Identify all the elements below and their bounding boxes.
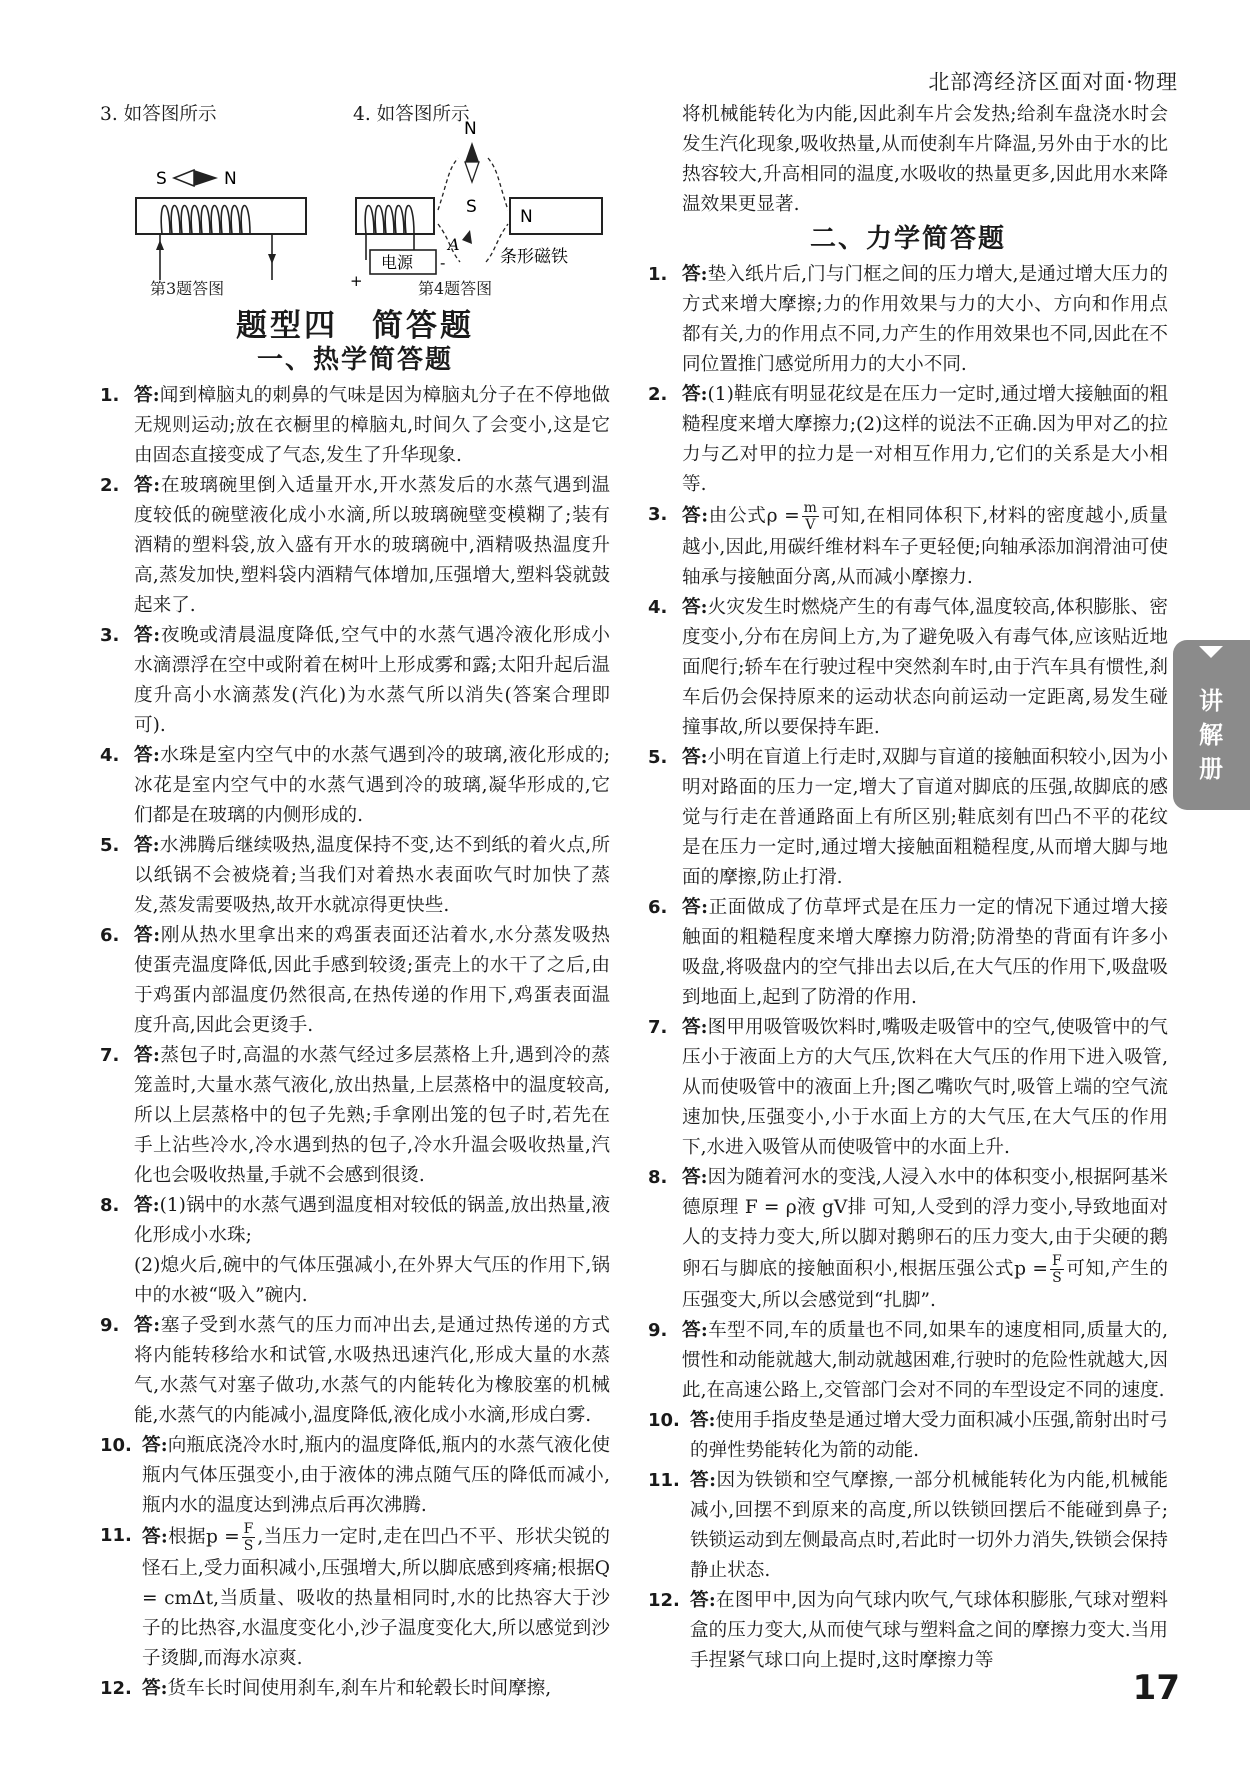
thermal-item: 12. 答:货车长时间使用刹车,刹车片和轮毂长时间摩擦, [100,1678,552,1699]
left-column [100,100,610,1704]
mechanics-item: 3. 答:由公式ρ = $\frac{m}{V}$ 可知,在相同体积下,材料的密度越小,质量越小,因此,用碳纤维材料车子更轻便;向轴承添加润滑油可使轴承与接触面分离,从而减小摩擦力. [648,500,1168,588]
answer-figures [100,100,610,305]
svg-text:-: - [440,254,446,272]
fig4-point-a: A [448,235,460,254]
mechanics-item: 12. 答:在图甲中,因为向气球内吹气,气球体积膨胀,气球对塑料盒的压力变大,从而使气球与塑料盒之间的摩擦力变大.当用手捏紧气球口向上提时,这时摩擦力等 [648,1590,1168,1671]
section-title: 题型四 简答题 [236,308,474,344]
mechanics-item: 4. 答:火灾发生时燃烧产生的有毒气体,温度较高,体积膨胀、密度变小,分布在房间上方,为了避免吸入有毒气体,应该贴近地面爬行;轿车在行驶过程中突然刹车时,由于汽车具有惯性,刹车后仍会保持原来的运动状态向前运动一定距离,易发生碰撞事故,所以要保持车距. [648,597,1168,738]
fig3-n-label: N [224,169,237,189]
page-header: 北部湾经济区面对面·物理 [928,70,1178,94]
continuation-text: 将机械能转化为内能,因此刹车片会发热;给刹车盘浇水时会发生汽化现象,吸收热量,从而使刹车片降温,另外由于水的比热容较大,升高相同的温度,水吸收的热量更多,因此用水来降温效果更显著. [682,104,1168,215]
compass-needle-n [194,170,218,186]
thermal-subtitle: 一、热学简答题 [256,345,453,375]
compass-needle-s [174,170,194,186]
svg-text:+: + [350,272,363,290]
page-number: 17 [1132,1668,1180,1708]
mechanics-item: 7. 答:图甲用吸管吸饮料时,嘴吸走吸管中的空气,使吸管中的气压小于液面上方的大气压,饮料在大气压的作用下进入吸管,从而使吸管中的液面上升;图乙嘴吹气时,吸管上端的空气流速加快,压强变小,小于水面上方的大气压,在大气压的作用下,水进入吸管从而使吸管中的水面上升. [648,1017,1168,1158]
mechanics-item: 1. 答:垫入纸片后,门与门框之间的压力增大,是通过增大压力的方式来增大摩擦;力的作用效果与力的大小、方向和作用点都有关,力的作用点不同,力产生的作用效果也不同,因此在不同位置推门感觉所用力的大小不同. [648,264,1168,375]
thermal-item: 8. 答:(1)锅中的水蒸气遇到温度相对较低的锅盖,放出热量,液化形成小水珠; (2)熄火后,碗中的气体压强减小,在外界大气压的作用下,锅中的水被“吸入”碗内. [100,1195,610,1306]
fig3-current-down-arrow [268,254,276,264]
fig4-caption: 第4题答图 [418,279,493,298]
thermal-item: 5. 答:水沸腾后继续吸热,温度保持不变,达不到纸的着火点,所以纸锅不会被烧着;当我们对着热水表面吹气时加快了蒸发,蒸发需要吸热,故开水就凉得更快些. [100,835,610,916]
thermal-item: 11. 答:根据p = $\frac{F}{S}$ ,当压力一定时,走在凹凸不平、形状尖锐的怪石上,受力面积减小,压强增大,所以脚底感到疼痛;根据Q = cmΔt,当质量、吸收的热量相同时,水的比热容大于沙子的比热容,水温度变化小,沙子温度变化大,所以感觉到沙子烫脚,而海水凉爽. [100,1521,610,1669]
fig3-current-up-arrow [156,240,164,250]
mechanics-item: 6. 答:正面做成了仿草坪式是在压力一定的情况下通过增大接触面的粗糙程度来增大摩擦力防滑;防滑垫的背面有许多小吸盘,将吸盘内的空气排出去以后,在大气压的作用下,吸盘吸到地面上,起到了防滑的作用. [648,897,1169,1008]
fig3-diagram [136,169,306,280]
q4-label: 4. 如答图所示 [353,104,470,125]
side-tab-lecture-book[interactable] [1173,640,1250,810]
q3-label: 3. 如答图所示 [100,104,217,125]
mechanics-item: 9. 答:车型不同,车的质量也不同,如果车的速度相同,质量大的,惯性和动能就越大,制动就越困难,行驶时的危险性就越大,因此,在高速公路上,交管部门会对不同的车型设定不同的速度. [648,1320,1168,1401]
mechanics-item: 2. 答:(1)鞋底有明显花纹是在压力一定时,通过增大接触面的粗糙程度来增大摩擦力;(2)这样的说法不正确.因为甲对乙的拉力与乙对甲的拉力是一对相互作用力,它们的关系是大小相等. [648,384,1168,495]
fig3-s-label: S [156,169,167,189]
fig4-coil [365,206,414,235]
fig4-compass-n: N [464,119,477,139]
fig4-diagram [350,119,602,290]
thermal-item: 7. 答:蒸包子时,高温的水蒸气经过多层蒸格上升,遇到冷的蒸笼盖时,大量水蒸气液化,放出热量,上层蒸格中的温度较高,所以上层蒸格中的包子先熟;手拿刚出笼的包子时,若先在手上沾些冷水,冷水遇到热的包子,冷水升温会吸收热量,汽化也会吸收热量,手就不会感到很烫. [100,1045,610,1186]
right-column [648,100,1168,1676]
mechanics-item: 5. 答:小明在盲道上行走时,双脚与盲道的接触面积较小,因为小明对路面的压力一定,增大了盲道对脚底的压强,故脚底的感觉与行走在普通路面上有所区别;鞋底刻有凹凸不平的花纹是在压力一定时,通过增大接触面粗糙程度,从而增大脚与地面的摩擦,防止打滑. [648,747,1168,888]
fraction: $\frac{F}{S}$ [243,1521,254,1554]
thermal-item: 6. 答:刚从热水里拿出来的鸡蛋表面还沾着水,水分蒸发吸热使蛋壳温度降低,因此手感到较烫;蛋壳上的水干了之后,由于鸡蛋内部温度仍然很高,在热传递的作用下,鸡蛋表面温度升高,因此会更烫手. [100,925,610,1036]
fig4-s-label: S [466,197,477,217]
thermal-item: 9. 答:塞子受到水蒸气的压力而冲出去,是通过热传递的方式将内能转移给水和试管,水吸热迅速汽化,形成大量的水蒸气,水蒸气对塞子做功,水蒸气的内能转化为橡胶塞的机械能,水蒸气的内能减小,温度降低,液化成小水滴,形成白雾. [100,1315,610,1426]
fraction: $\frac{m}{V}$ [803,500,817,533]
fig3-coil [161,206,250,235]
mechanics-item: 10. 答:使用手指皮垫是通过增大受力面积减小压强,箭射出时弓的弹性势能转化为箭的动能. [648,1410,1168,1461]
side-tab-label: 讲解册 [1199,687,1223,783]
mechanics-subtitle: 二、力学简答题 [809,224,1006,254]
chevron-down-icon [1199,646,1223,658]
fraction: $\frac{F}{S}$ [1052,1253,1062,1286]
bar-magnet-n: N [520,207,533,227]
thermal-item: 1. 答:闻到樟脑丸的刺鼻的气味是因为樟脑丸分子在不停地做无规则运动;放在衣橱里的樟脑丸,时间久了会变小,这是它由固态直接变成了气态,发生了升华现象. [100,385,610,466]
bar-magnet-label: 条形磁铁 [500,247,568,267]
power-supply-label: 电源 [381,253,414,272]
thermal-item: 10. 答:向瓶底浇冷水时,瓶内的温度降低,瓶内的水蒸气液化使瓶内气体压强变小,由于液体的沸点随气压的降低而减小,瓶内水的温度达到沸点后再次沸腾. [100,1435,610,1516]
thermal-item: 2. 答:在玻璃碗里倒入适量开水,开水蒸发后的水蒸气遇到温度较低的碗壁液化成小水滴,所以玻璃碗壁变模糊了;装有酒精的塑料袋,放入盛有开水的玻璃碗中,酒精吸热温度升高,蒸发加快,塑料袋内酒精气体增加,压强增大,塑料袋就鼓起来了. [100,475,610,616]
thermal-item: 4. 答:水珠是室内空气中的水蒸气遇到冷的玻璃,液化形成的;冰花是室内空气中的水蒸气遇到冷的玻璃,凝华形成的,它们都是在玻璃的内侧形成的. [100,745,610,826]
mechanics-item: 8. 答:因为随着河水的变浅,人浸入水中的体积变小,根据阿基米德原理 F = ρ液 gV排 可知,人受到的浮力变小,导致地面对人的支持力变大,所以脚对鹅卵石的压力变大,由于尖硬的鹅卵石与脚底的接触面积小,根据压强公式p = $\frac{F}{S}$ 可知,产生的压强变大,所以会感觉到“扎脚”. [648,1167,1168,1311]
fig3-caption: 第3题答图 [150,279,225,298]
mechanics-item: 11. 答:因为铁锁和空气摩擦,一部分机械能转化为内能,机械能减小,回摆不到原来的高度,所以铁锁回摆后不能碰到鼻子;铁锁运动到左侧最高点时,若此时一切外力消失,铁锁会保持静止状态. [648,1470,1168,1581]
thermal-item: 3. 答:夜晚或清晨温度降低,空气中的水蒸气遇冷液化形成小水滴漂浮在空中或附着在树叶上形成雾和露;太阳升起后温度升高小水滴蒸发(汽化)为水蒸气所以消失(答案合理即可). [100,625,610,736]
fig4-compass-needle [465,142,479,162]
